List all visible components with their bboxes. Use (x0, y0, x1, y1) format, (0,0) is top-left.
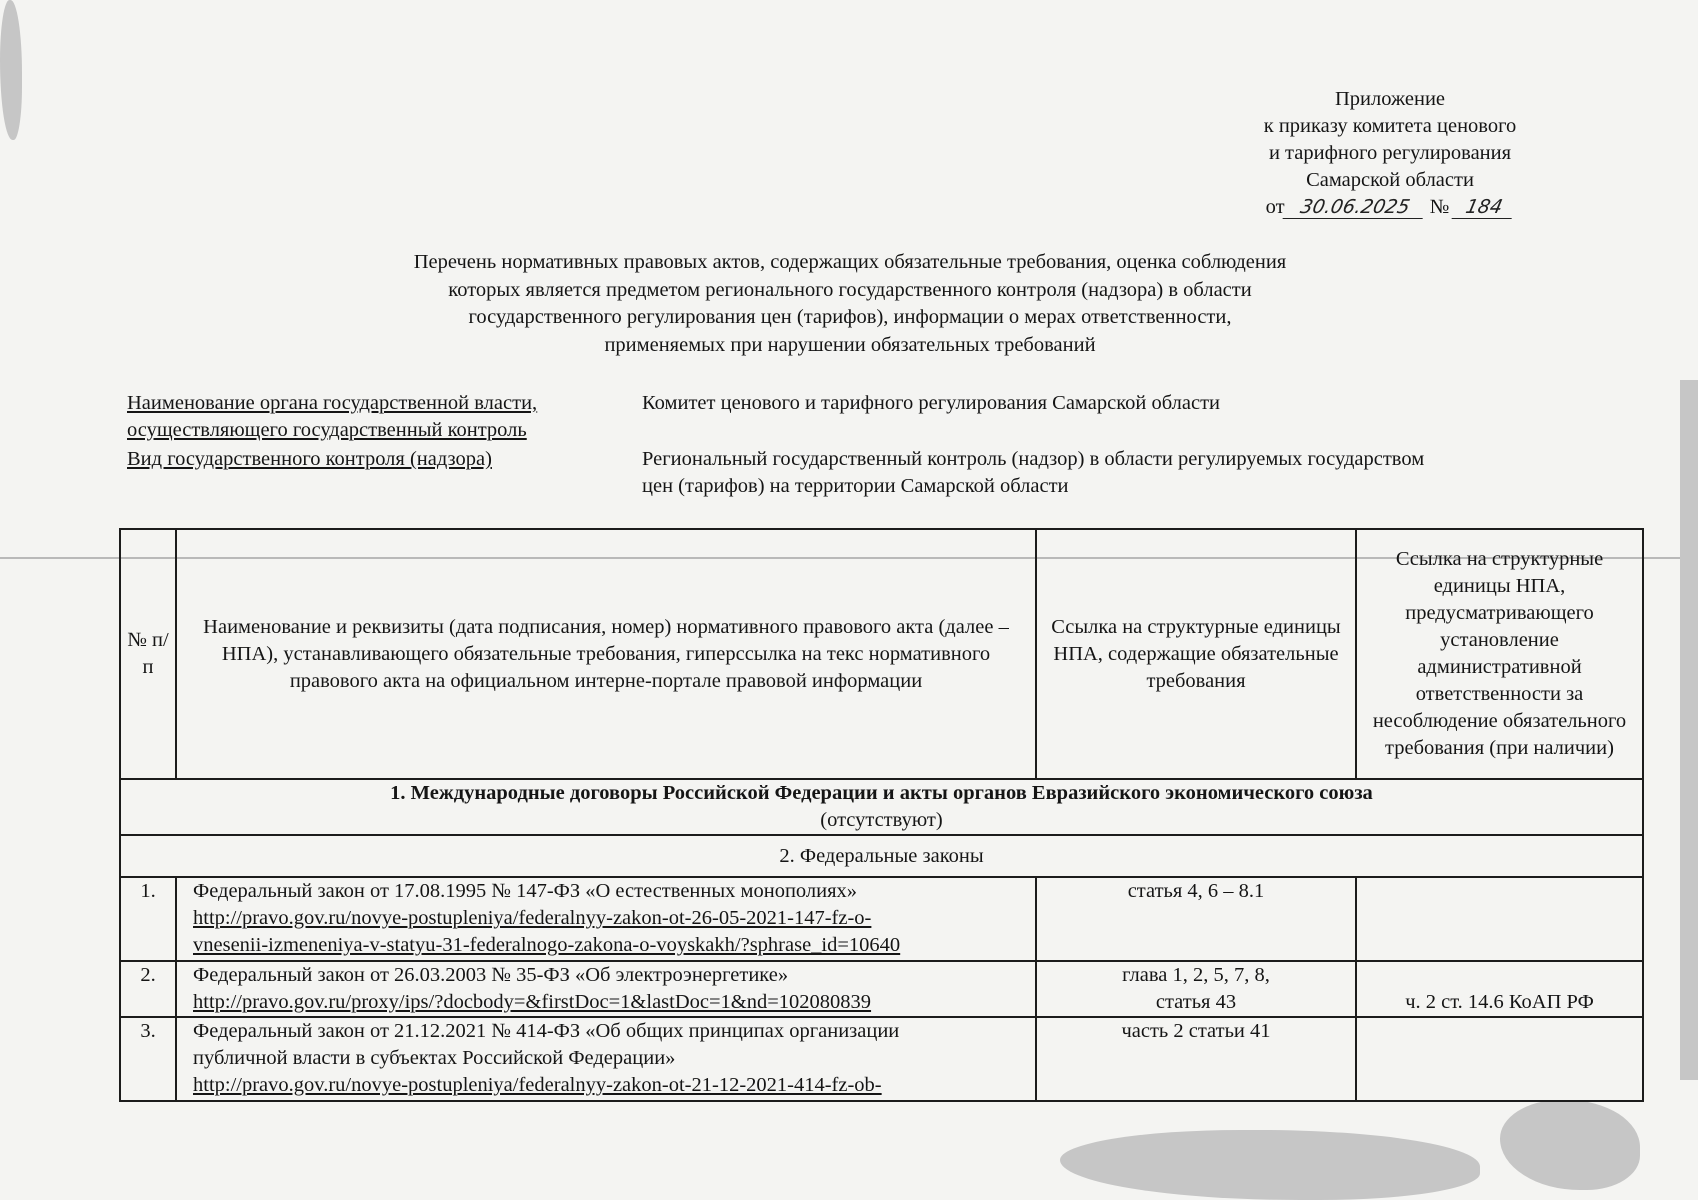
title-line: применяемых при нарушении обязательных требований (604, 333, 1096, 356)
npa-link[interactable]: http://pravo.gov.ru/novye-postupleniya/federalnyy-zakon-ot-21-12-2021-414-fz-ob- (193, 1074, 882, 1096)
title-line: государственного регулирования цен (тарифов), информации о мерах ответственности, (468, 306, 1232, 328)
scan-smudge (0, 0, 22, 140)
row-num: 3. (120, 1017, 176, 1101)
header-num: № п/п (120, 529, 176, 779)
control-value-line: Региональный государственный контроль (надзор) в области регулируемых государством (642, 448, 1425, 470)
authority-value: Комитет ценового и тарифного регулирования Самарской области (642, 392, 1221, 414)
appendix-line: к приказу комитета ценового (1263, 115, 1517, 137)
row-name (176, 961, 1036, 1017)
date-prefix: от (1265, 196, 1285, 218)
control-type-label: Вид государственного контроля (надзора) (127, 448, 492, 470)
row-units-line: глава 1, 2, 5, 7, 8, (1122, 964, 1270, 986)
section-title: 1. Международные договоры Российской Федерации и акты органов Евразийского экономического союза (390, 782, 1373, 804)
appendix-line: Приложение (1334, 88, 1446, 110)
appendix-block (1190, 86, 1590, 221)
npa-link[interactable]: vnesenii-izmeneniya-v-statyu-31-federalnogo-zakona-o-voyskakh/?sphrase_id=10640 (193, 934, 901, 956)
table-header-row (120, 529, 1643, 779)
row-name (176, 1017, 1036, 1101)
document-title (290, 249, 1410, 359)
npa-link[interactable]: http://pravo.gov.ru/proxy/ips/?docbody=&firstDoc=1&lastDoc=1&nd=102080839 (193, 991, 872, 1013)
table-row (120, 877, 1643, 961)
row-num: 1. (120, 877, 176, 961)
row-units: часть 2 статьи 41 (1036, 1017, 1356, 1101)
header-liability: Ссылка на структурные единицы НПА, предусматривающего установление административной ответственности за несоблюдение обязательного требования (при наличии) (1356, 529, 1643, 779)
row-units: статья 4, 6 – 8.1 (1036, 877, 1356, 961)
handwritten-number: 184 (1452, 196, 1517, 219)
authority-label-line: Наименование органа государственной власти, (127, 392, 538, 414)
row-name-text: Федеральный закон от 17.08.1995 № 147-ФЗ «О естественных монополиях» (193, 880, 858, 902)
authority-label (127, 390, 627, 444)
authority-label-line: осуществляющего государственный контроль (127, 419, 527, 441)
title-line: Перечень нормативных правовых актов, содержащих обязательные требования, оценка соблюдения (413, 251, 1287, 273)
npa-link[interactable]: http://pravo.gov.ru/novye-postupleniya/federalnyy-zakon-ot-26-05-2021-147-fz-o- (193, 907, 872, 929)
row-name (176, 877, 1036, 961)
row-units-line: статья 43 (1155, 991, 1237, 1013)
row-name-text: публичной власти в субъектах Российской Федерации» (193, 1047, 676, 1069)
header-units: Ссылка на структурные единицы НПА, содержащие обязательные требования (1036, 529, 1356, 779)
appendix-line: Самарской области (1306, 169, 1474, 191)
row-liability (1356, 877, 1643, 961)
handwritten-date: 30.06.2025 (1282, 196, 1427, 219)
control-value-line: цен (тарифов) на территории Самарской области (642, 475, 1069, 497)
control-type-value (642, 446, 1592, 500)
scan-smudge (1060, 1130, 1480, 1200)
table-row (120, 1017, 1643, 1101)
number-prefix: № (1429, 196, 1450, 218)
order-date-number (1190, 194, 1590, 221)
header-name: Наименование и реквизиты (дата подписания, номер) нормативного правового акта (далее – НПА), устанавливающего обязательные требования, гиперссылка на текс нормативного правового акта на официальном интерне-портале правовой информации (176, 529, 1036, 779)
appendix-line: и тарифного регулирования (1268, 142, 1512, 164)
row-units (1036, 961, 1356, 1017)
table-row (120, 961, 1643, 1017)
npa-table (119, 528, 1644, 1102)
scan-smudge (1680, 380, 1698, 1080)
scan-smudge (1500, 1100, 1640, 1190)
row-name-text: Федеральный закон от 26.03.2003 № 35-ФЗ «Об электроэнергетике» (193, 964, 789, 986)
section-note: (отсутствуют) (820, 809, 943, 831)
title-line: которых является предметом регионального государственного контроля (надзора) в области (448, 278, 1252, 301)
section-1 (120, 779, 1643, 835)
row-liability: ч. 2 ст. 14.6 КоАП РФ (1356, 961, 1643, 1017)
section-row (120, 779, 1643, 835)
row-name-text: Федеральный закон от 21.12.2021 № 414-ФЗ «Об общих принципах организации (193, 1020, 900, 1042)
section-row (120, 835, 1643, 877)
row-liability (1356, 1017, 1643, 1101)
row-num: 2. (120, 961, 176, 1017)
section-2: 2. Федеральные законы (120, 835, 1643, 877)
